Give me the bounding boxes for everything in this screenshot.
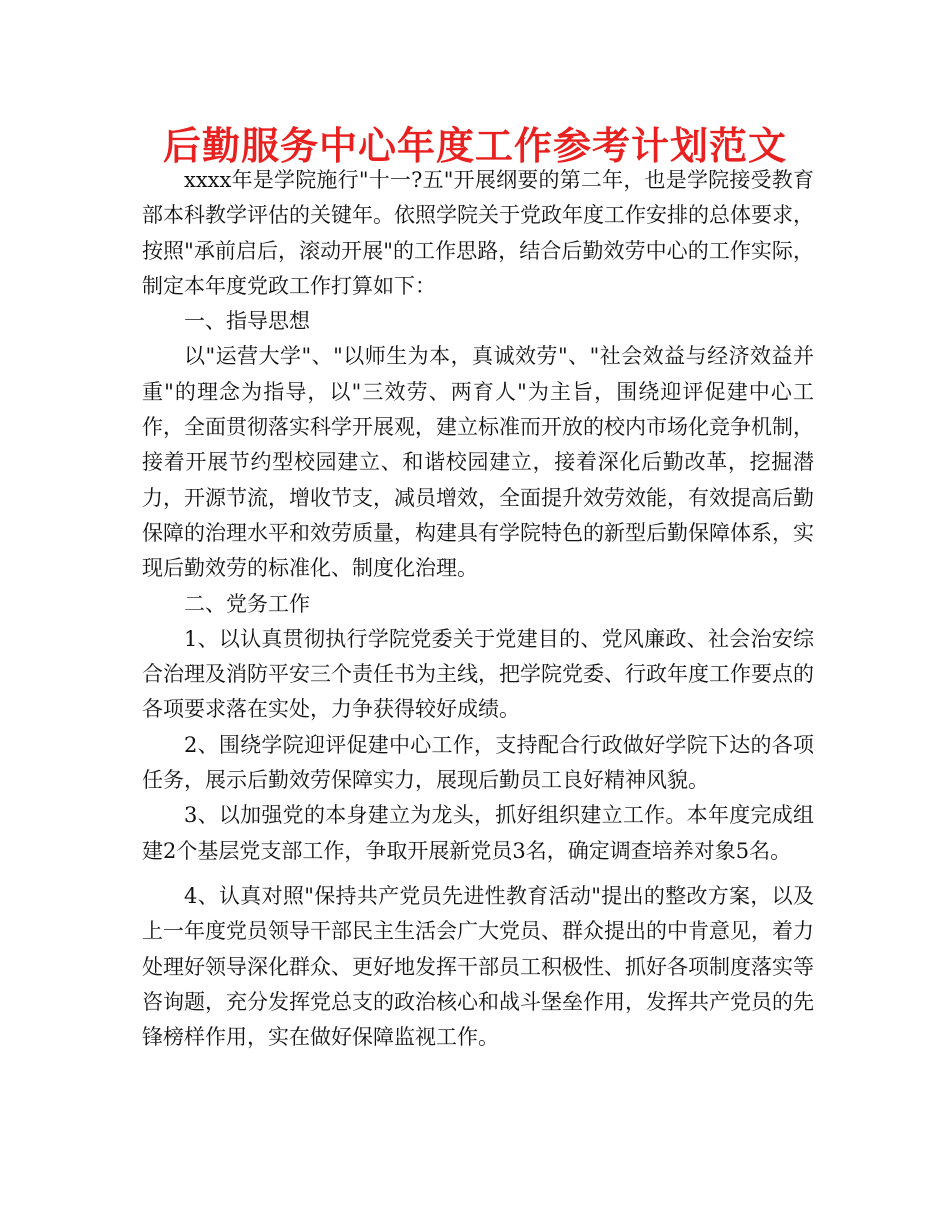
document-title: 后勤服务中心年度工作参考计划范文	[162, 124, 787, 168]
document-body	[142, 163, 814, 1055]
intro-paragraph: xxxx年是学院施行"十一?五"开展纲要的第二年，也是学院接受教育部本科教学评估的关键年。依照学院关于党政年度工作安排的总体要求，按照"承前启后，滚动开展"的工作思路，结合后勤效劳中心的工作实际，制定本年度党政工作打算如下：	[142, 168, 814, 298]
guiding-thought-paragraph: 以"运营大学"、"以师生为本，真诚效劳"、"社会效益与经济效益并重"的理念为指导，以"三效劳、两育人"为主旨，围绕迎评促建中心工作，全面贯彻落实科学开展观，建立标准而开放的校内市场化竞争机制，接着开展节约型校园建立、和谐校园建立，接着深化后勤改革，挖掘潜力，开源节流，增收节支，减员增效，全面提升效劳效能，有效提高后勤保障的治理水平和效劳质量，构建具有学院特色的新型后勤保障体系，实现后勤效劳的标准化、制度化治理。	[142, 344, 814, 581]
party-work-item-1: 1、以认真贯彻执行学院党委关于党建目的、党风廉政、社会治安综合治理及消防平安三个责任书为主线，把学院党委、行政年度工作要点的各项要求落在实处，力争获得较好成绩。	[142, 626, 814, 722]
party-work-item-4: 4、认真对照"保持共产党员先进性教育活动"提出的整改方案，以及上一年度党员领导干部民主生活会广大党员、群众提出的中肯意见，着力处理好领导深化群众、更好地发挥干部员工积极性、抓好各项制度落实等咨询题，充分发挥党总支的政治核心和战斗堡垒作用，发挥共产党员的先锋榜样作用，实在做好保障监视工作。	[142, 883, 814, 1050]
party-work-item-3: 3、以加强党的本身建立为龙头，抓好组织建立工作。本年度完成组建2个基层党支部工作，争取开展新党员3名，确定调查培养对象5名。	[142, 803, 814, 863]
section-heading-guiding-thought: 一、指导思想	[184, 309, 310, 334]
paragraph-spacer	[142, 869, 814, 879]
section-heading-party-work: 二、党务工作	[184, 591, 310, 616]
party-work-item-2: 2、围绕学院迎评促建中心工作，支持配合行政做好学院下达的各项任务，展示后勤效劳保障实力，展现后勤员工良好精神风貌。	[142, 732, 814, 793]
